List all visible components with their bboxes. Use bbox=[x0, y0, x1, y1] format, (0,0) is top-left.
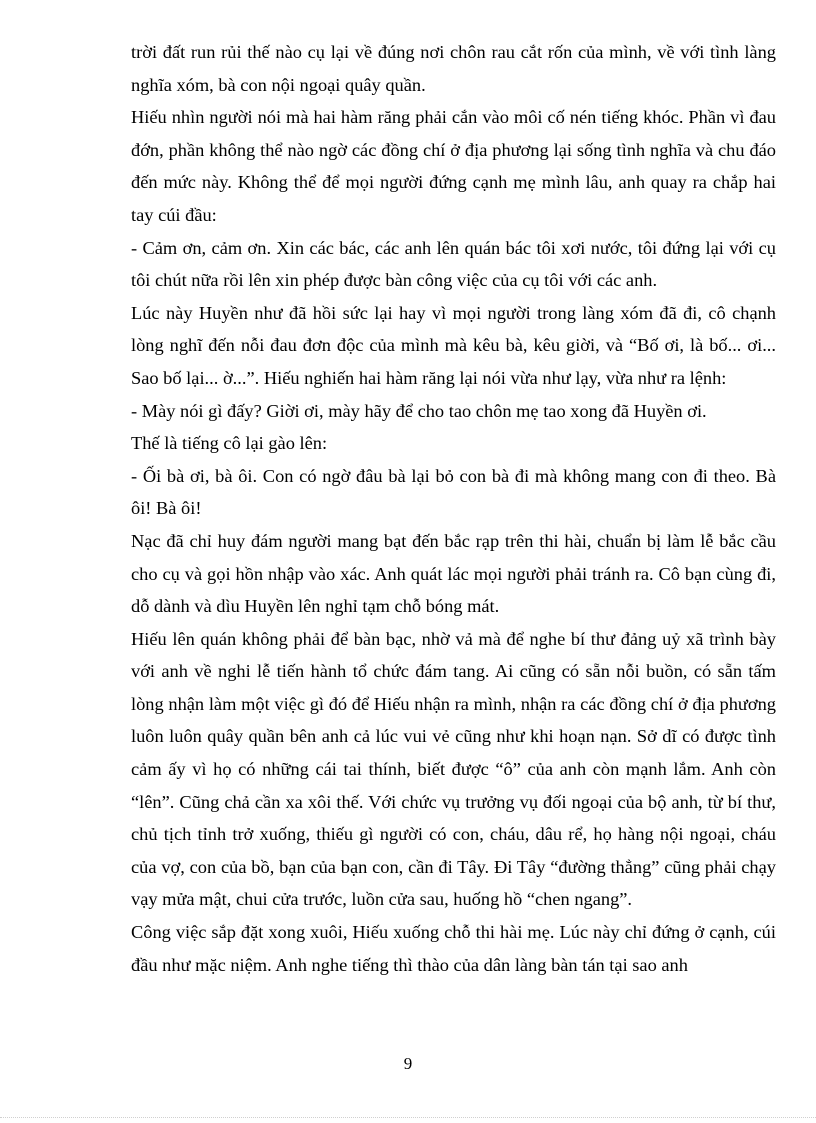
paragraph: Hiếu lên quán không phải để bàn bạc, nhờ vả mà để nghe bí thư đảng uỷ xã trình bày với anh về nghi lễ tiến hành tổ chức đám tang. Ai cũng có sẵn nỗi buồn, có sẵn tấm lòng nhận làm một việc gì đó để Hiếu nhận ra mình, nhận ra các đồng chí ở địa phương luôn luôn quây quần bên anh cả lúc vui vẻ cũng như khi hoạn nạn. Sở dĩ có được tình cảm ấy vì họ có những cái tai thính, biết được “ô” của anh còn mạnh lắm. Anh còn “lên”. Cũng chả cần xa xôi thế. Với chức vụ trưởng vụ đối ngoại của bộ anh, từ bí thư, chủ tịch tỉnh trở xuống, thiếu gì người có con, cháu, dâu rể, họ hàng nội ngoại, cháu của vợ, con của bồ, bạn của bạn con, cần đi Tây. Đi Tây “đường thẳng” cũng phải chạy vạy mửa mật, chui cửa trước, luồn cửa sau, huống hồ “chen ngang”. bbox=[131, 628, 776, 910]
paragraph: - Mày nói gì đấy? Giời ơi, mày hãy để cho tao chôn mẹ tao xong đã Huyền ơi. bbox=[131, 400, 707, 421]
paragraph: Công việc sắp đặt xong xuôi, Hiếu xuống chỗ thi hài mẹ. Lúc này chỉ đứng ở cạnh, cúi đầu như mặc niệm. Anh nghe tiếng thì thào của dân làng bàn tán tại sao anh bbox=[131, 922, 776, 975]
paragraph: trời đất run rủi thế nào cụ lại về đúng nơi chôn rau cắt rốn của mình, về với tình làng nghĩa xóm, bà con nội ngoại quây quần. bbox=[131, 42, 776, 95]
paragraph: Thế là tiếng cô lại gào lên: bbox=[131, 433, 328, 454]
paragraph: Hiếu nhìn người nói mà hai hàm răng phải cắn vào môi cố nén tiếng khóc. Phần vì đau đớn, phần không thể nào ngờ các đồng chí ở địa phương lại sống tình nghĩa và chu đáo đến mức này. Không thể để mọi người đứng cạnh mẹ mình lâu, anh quay ra chắp hai tay cúi đầu: bbox=[131, 107, 776, 225]
body-text bbox=[131, 36, 776, 981]
paragraph: - Cảm ơn, cảm ơn. Xin các bác, các anh lên quán bác tôi xơi nước, tôi đứng lại với cụ tôi chút nữa rồi lên xin phép được bàn công việc của cụ tôi với các anh. bbox=[131, 237, 776, 291]
page-bottom-divider bbox=[0, 1117, 816, 1118]
paragraph: - Ối bà ơi, bà ôi. Con có ngờ đâu bà lại bỏ con bà đi mà không mang con đi theo. Bà ôi! Bà ôi! bbox=[131, 465, 776, 519]
paragraph: Nạc đã chỉ huy đám người mang bạt đến bắc rạp trên thi hài, chuẩn bị làm lễ bắc cầu cho cụ và gọi hồn nhập vào xác. Anh quát lác mọi người phải tránh ra. Cô bạn cùng đi, dỗ dành và dìu Huyền lên nghỉ tạm chỗ bóng mát. bbox=[131, 530, 776, 617]
paragraph: Lúc này Huyền như đã hồi sức lại hay vì mọi người trong làng xóm đã đi, cô chạnh lòng nghĩ đến nỗi đau đơn độc của mình mà kêu bà, kêu giời, và “Bố ơi, là bố... ơi... Sao bố lại... ờ...”. Hiếu nghiến hai hàm răng lại nói vừa như lạy, vừa như ra lệnh: bbox=[131, 302, 776, 388]
page-number: 9 bbox=[403, 1054, 413, 1073]
